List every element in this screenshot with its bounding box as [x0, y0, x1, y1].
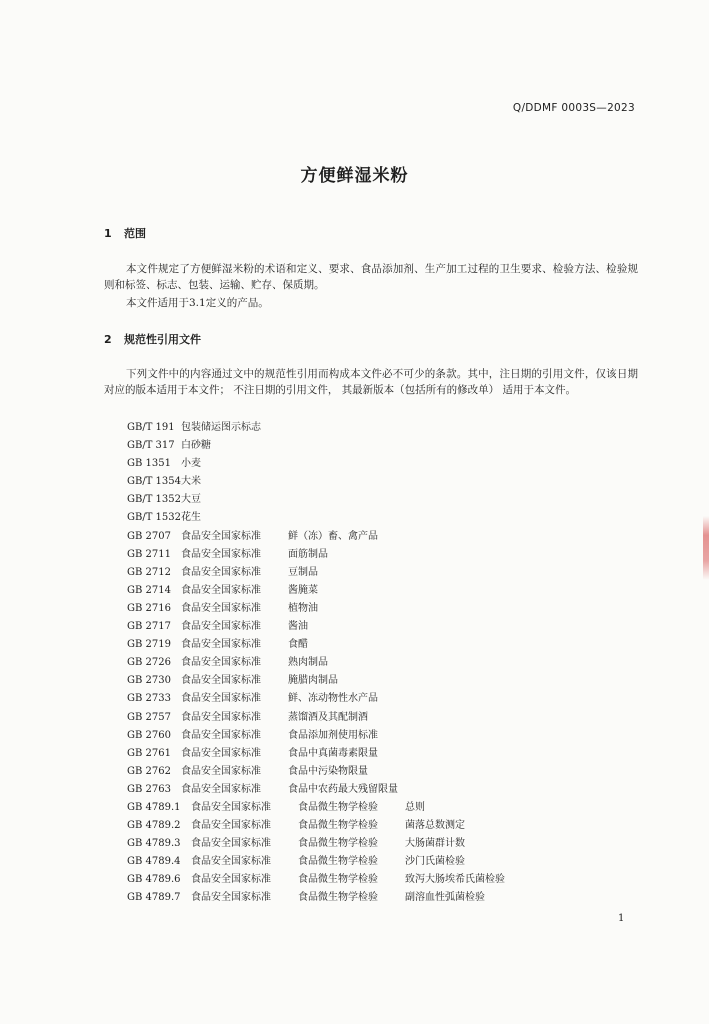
reference-item — [127, 871, 505, 889]
reference-code: GB 4789.2 — [127, 820, 181, 832]
reference-col-2: 食品安全国家标准 — [191, 838, 271, 850]
reference-code: GB 2757 — [127, 711, 171, 723]
reference-code: GB 2730 — [127, 675, 171, 687]
reference-col-3: 面筋制品 — [288, 548, 328, 560]
reference-col-2: 食品安全国家标准 — [181, 657, 261, 669]
reference-item — [127, 781, 505, 799]
reference-col-2: 小麦 — [181, 458, 201, 470]
reference-col-3: 食醋 — [288, 639, 308, 651]
reference-col-4: 总则 — [405, 801, 425, 813]
reference-code: GB/T 317 — [127, 440, 175, 452]
reference-item — [127, 835, 505, 853]
reference-item — [127, 690, 505, 708]
reference-item — [127, 528, 505, 546]
section-number: 2 — [104, 333, 112, 346]
reference-code: GB 4789.1 — [127, 801, 181, 813]
reference-col-2: 白砂糖 — [181, 440, 211, 452]
reference-col-2: 食品安全国家标准 — [191, 856, 271, 868]
reference-code: GB 2726 — [127, 657, 171, 669]
reference-col-3: 食品微生物学检验 — [298, 892, 378, 904]
reference-code: GB 4789.3 — [127, 838, 181, 850]
reference-code: GB 4789.4 — [127, 856, 181, 868]
reference-col-3: 食品微生物学检验 — [298, 838, 378, 850]
reference-code: GB 2760 — [127, 729, 171, 741]
reference-col-2: 包装储运图示标志 — [181, 422, 261, 433]
reference-col-3: 鲜（冻）畜、禽产品 — [288, 530, 378, 542]
reference-item — [127, 491, 505, 509]
reference-col-2: 食品安全国家标准 — [181, 765, 261, 777]
reference-item — [127, 618, 505, 636]
reference-col-3: 食品中污染物限量 — [288, 765, 368, 777]
reference-col-2: 大豆 — [181, 494, 201, 506]
section-heading-scope — [104, 225, 146, 241]
reference-col-3: 植物油 — [288, 602, 318, 614]
reference-col-2: 食品安全国家标准 — [181, 530, 261, 542]
reference-col-4: 大肠菌群计数 — [405, 838, 465, 850]
reference-col-3: 食品微生物学检验 — [298, 801, 378, 813]
reference-item — [127, 636, 505, 654]
reference-code: GB 1351 — [127, 458, 171, 470]
reference-col-3: 酱油 — [288, 621, 308, 633]
reference-col-2: 食品安全国家标准 — [181, 584, 261, 596]
reference-code: GB 2717 — [127, 621, 171, 633]
reference-item — [127, 419, 505, 437]
reference-item — [127, 745, 505, 763]
reference-col-2: 食品安全国家标准 — [191, 801, 271, 813]
reference-col-4: 沙门氏菌检验 — [405, 856, 465, 868]
reference-col-2: 食品安全国家标准 — [181, 639, 261, 651]
reference-col-4: 菌落总数测定 — [405, 820, 465, 832]
reference-col-3: 食品微生物学检验 — [298, 856, 378, 868]
reference-col-3: 食品微生物学检验 — [298, 874, 378, 886]
reference-col-4: 致泻大肠埃希氏菌检验 — [405, 874, 505, 886]
reference-item — [127, 799, 505, 817]
reference-code: GB/T 1352 — [127, 494, 182, 506]
reference-col-2: 食品安全国家标准 — [181, 548, 261, 560]
reference-code: GB 4789.7 — [127, 892, 181, 904]
reference-item — [127, 582, 505, 600]
reference-code: GB 2712 — [127, 566, 171, 578]
reference-col-2: 食品安全国家标准 — [181, 675, 261, 687]
reference-list — [127, 419, 505, 908]
reference-col-3: 食品添加剂使用标准 — [288, 729, 378, 741]
reference-item — [127, 727, 505, 745]
reference-col-2: 食品安全国家标准 — [181, 693, 261, 705]
document-code: Q/DDMF 0003S—2023 — [512, 102, 635, 114]
reference-item — [127, 455, 505, 473]
reference-code: GB 2719 — [127, 639, 171, 651]
reference-item — [127, 672, 505, 690]
section-heading-references — [104, 331, 201, 347]
reference-col-2: 食品安全国家标准 — [181, 783, 261, 795]
reference-code: GB 2707 — [127, 530, 171, 542]
page-number: 1 — [618, 913, 625, 924]
reference-col-3: 酱腌菜 — [288, 584, 318, 596]
reference-col-2: 食品安全国家标准 — [191, 820, 271, 832]
reference-col-3: 腌腊肉制品 — [288, 675, 338, 687]
reference-col-2: 花生 — [181, 512, 201, 524]
reference-code: GB 2716 — [127, 602, 171, 614]
reference-code: GB/T 1532 — [127, 512, 182, 524]
reference-item — [127, 437, 505, 455]
reference-col-2: 食品安全国家标准 — [191, 874, 271, 886]
reference-code: GB 2733 — [127, 693, 171, 705]
reference-col-4: 副溶血性弧菌检验 — [405, 892, 485, 904]
section-number: 1 — [104, 227, 112, 240]
reference-code: GB 2762 — [127, 765, 171, 777]
reference-col-2: 食品安全国家标准 — [181, 729, 261, 741]
reference-item — [127, 509, 505, 527]
reference-item — [127, 889, 505, 907]
reference-col-3: 豆制品 — [288, 566, 318, 578]
reference-code: GB/T 191 — [127, 422, 175, 433]
reference-item — [127, 817, 505, 835]
reference-col-2: 食品安全国家标准 — [181, 621, 261, 633]
reference-item — [127, 654, 505, 672]
reference-code: GB/T 1354 — [127, 476, 182, 488]
reference-code: GB 2711 — [127, 548, 171, 560]
document-title: 方便鲜湿米粉 — [300, 166, 409, 186]
reference-col-2: 食品安全国家标准 — [181, 566, 261, 578]
references-intro: 下列文件中的内容通过文中的规范性引用而构成本文件必不可少的条款。其中，注日期的引用文件，仅该日期对应的版本适用于本文件； 不注日期的引用文件， 其最新版本（包括所有的修改单） 适用于本文件。 — [104, 368, 638, 396]
reference-item — [127, 473, 505, 491]
reference-code: GB 2761 — [127, 747, 171, 759]
reference-col-2: 食品安全国家标准 — [181, 602, 261, 614]
reference-item — [127, 763, 505, 781]
reference-col-3: 食品微生物学检验 — [298, 820, 378, 832]
reference-code: GB 2714 — [127, 584, 171, 596]
scope-paragraph-1: 本文件规定了方便鲜湿米粉的术语和定义、要求、食品添加剂、生产加工过程的卫生要求、检验方法、检验规则和标签、标志、包装、运输、贮存、保质期。 — [104, 263, 638, 291]
reference-col-3: 鲜、冻动物性水产品 — [288, 693, 378, 705]
reference-code: GB 4789.6 — [127, 874, 181, 886]
reference-col-3: 熟肉制品 — [288, 657, 328, 669]
reference-item — [127, 546, 505, 564]
reference-item — [127, 564, 505, 582]
reference-code: GB 2763 — [127, 783, 171, 795]
reference-col-2: 食品安全国家标准 — [181, 747, 261, 759]
reference-item — [127, 853, 505, 871]
reference-item — [127, 709, 505, 727]
reference-col-2: 大米 — [181, 476, 201, 488]
section-title: 规范性引用文件 — [124, 333, 201, 346]
reference-col-3: 食品中真菌毒素限量 — [288, 747, 378, 759]
section-title: 范围 — [124, 227, 146, 240]
reference-item — [127, 600, 505, 618]
reference-col-2: 食品安全国家标准 — [191, 892, 271, 904]
reference-col-2: 食品安全国家标准 — [181, 711, 261, 723]
reference-col-3: 食品中农药最大残留限量 — [288, 783, 398, 795]
reference-col-3: 蒸馏酒及其配制酒 — [288, 711, 368, 723]
scope-paragraph-2: 本文件适用于3.1定义的产品。 — [126, 297, 269, 309]
seal-stamp-edge — [703, 516, 709, 580]
